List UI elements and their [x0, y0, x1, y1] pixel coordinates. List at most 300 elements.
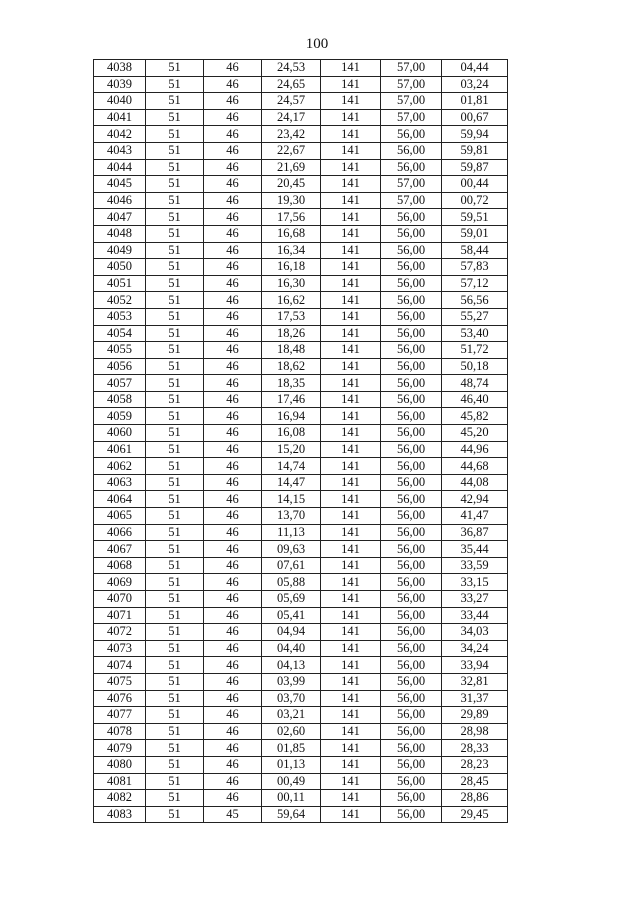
- cell-lon-seconds: 59,01: [442, 225, 508, 242]
- cell-lat-minutes: 46: [204, 325, 262, 342]
- cell-point-number: 4050: [94, 259, 146, 276]
- cell-lon-seconds: 33,44: [442, 607, 508, 624]
- cell-lat-degrees: 51: [146, 673, 204, 690]
- cell-lat-seconds: 05,69: [262, 591, 321, 608]
- table-row: [94, 142, 508, 159]
- cell-lon-degrees: 141: [321, 93, 381, 110]
- cell-lat-minutes: 46: [204, 60, 262, 77]
- cell-lon-minutes: 56,00: [381, 441, 442, 458]
- cell-lat-degrees: 51: [146, 242, 204, 259]
- cell-lon-seconds: 34,03: [442, 624, 508, 641]
- cell-lon-degrees: 141: [321, 109, 381, 126]
- cell-lon-seconds: 28,86: [442, 790, 508, 807]
- cell-lat-seconds: 23,42: [262, 126, 321, 143]
- cell-lat-degrees: 51: [146, 126, 204, 143]
- cell-lat-seconds: 24,53: [262, 60, 321, 77]
- cell-lat-minutes: 46: [204, 76, 262, 93]
- cell-lat-seconds: 00,11: [262, 790, 321, 807]
- table-row: [94, 192, 508, 209]
- cell-lon-minutes: 56,00: [381, 408, 442, 425]
- table-row: [94, 176, 508, 193]
- cell-lat-degrees: 51: [146, 76, 204, 93]
- cell-lon-seconds: 31,37: [442, 690, 508, 707]
- cell-point-number: 4075: [94, 673, 146, 690]
- cell-point-number: 4066: [94, 524, 146, 541]
- cell-lat-seconds: 24,17: [262, 109, 321, 126]
- cell-point-number: 4078: [94, 723, 146, 740]
- table-row: [94, 358, 508, 375]
- cell-lon-minutes: 56,00: [381, 607, 442, 624]
- cell-lon-degrees: 141: [321, 624, 381, 641]
- cell-lon-seconds: 51,72: [442, 342, 508, 359]
- cell-lat-minutes: 46: [204, 209, 262, 226]
- cell-lon-seconds: 29,89: [442, 707, 508, 724]
- table-row: [94, 292, 508, 309]
- cell-lon-minutes: 57,00: [381, 192, 442, 209]
- cell-point-number: 4068: [94, 557, 146, 574]
- cell-point-number: 4058: [94, 391, 146, 408]
- cell-lat-seconds: 22,67: [262, 142, 321, 159]
- table-row: [94, 474, 508, 491]
- cell-lat-degrees: 51: [146, 275, 204, 292]
- cell-lon-minutes: 56,00: [381, 591, 442, 608]
- cell-point-number: 4039: [94, 76, 146, 93]
- cell-lat-degrees: 51: [146, 109, 204, 126]
- cell-lon-seconds: 50,18: [442, 358, 508, 375]
- table-row: [94, 109, 508, 126]
- cell-lon-degrees: 141: [321, 690, 381, 707]
- cell-lat-degrees: 51: [146, 342, 204, 359]
- cell-lon-minutes: 56,00: [381, 524, 442, 541]
- cell-lon-seconds: 28,98: [442, 723, 508, 740]
- cell-lat-degrees: 51: [146, 391, 204, 408]
- cell-lon-degrees: 141: [321, 524, 381, 541]
- cell-lat-seconds: 24,65: [262, 76, 321, 93]
- cell-point-number: 4055: [94, 342, 146, 359]
- cell-lat-degrees: 51: [146, 308, 204, 325]
- table-row: [94, 225, 508, 242]
- cell-lat-seconds: 07,61: [262, 557, 321, 574]
- table-row: [94, 591, 508, 608]
- cell-lat-degrees: 51: [146, 408, 204, 425]
- cell-point-number: 4042: [94, 126, 146, 143]
- cell-lon-seconds: 53,40: [442, 325, 508, 342]
- cell-point-number: 4074: [94, 657, 146, 674]
- cell-lat-minutes: 46: [204, 375, 262, 392]
- table-row: [94, 209, 508, 226]
- cell-lon-minutes: 56,00: [381, 358, 442, 375]
- cell-lon-seconds: 59,51: [442, 209, 508, 226]
- cell-lat-degrees: 51: [146, 624, 204, 641]
- cell-lat-seconds: 16,08: [262, 425, 321, 442]
- cell-lat-minutes: 46: [204, 126, 262, 143]
- cell-lat-seconds: 04,40: [262, 640, 321, 657]
- table-row: [94, 275, 508, 292]
- cell-lat-seconds: 16,18: [262, 259, 321, 276]
- cell-lon-degrees: 141: [321, 142, 381, 159]
- cell-lon-degrees: 141: [321, 209, 381, 226]
- cell-lon-degrees: 141: [321, 342, 381, 359]
- cell-lon-minutes: 56,00: [381, 126, 442, 143]
- cell-point-number: 4049: [94, 242, 146, 259]
- cell-point-number: 4053: [94, 308, 146, 325]
- cell-lat-minutes: 46: [204, 242, 262, 259]
- cell-lat-seconds: 04,13: [262, 657, 321, 674]
- cell-lon-minutes: 56,00: [381, 740, 442, 757]
- cell-lat-seconds: 18,62: [262, 358, 321, 375]
- cell-lon-seconds: 33,59: [442, 557, 508, 574]
- table-row: [94, 756, 508, 773]
- cell-lat-minutes: 46: [204, 624, 262, 641]
- cell-lon-minutes: 56,00: [381, 159, 442, 176]
- table-row: [94, 624, 508, 641]
- cell-lon-minutes: 56,00: [381, 657, 442, 674]
- cell-lat-degrees: 51: [146, 192, 204, 209]
- cell-lat-minutes: 46: [204, 673, 262, 690]
- cell-lat-degrees: 51: [146, 574, 204, 591]
- cell-point-number: 4070: [94, 591, 146, 608]
- cell-lat-degrees: 51: [146, 557, 204, 574]
- table-row: [94, 790, 508, 807]
- cell-lon-degrees: 141: [321, 773, 381, 790]
- cell-lat-minutes: 46: [204, 591, 262, 608]
- table-row: [94, 557, 508, 574]
- table-row: [94, 76, 508, 93]
- table-row: [94, 508, 508, 525]
- table-row: [94, 458, 508, 475]
- cell-lon-degrees: 141: [321, 60, 381, 77]
- cell-lat-minutes: 46: [204, 790, 262, 807]
- table-row: [94, 723, 508, 740]
- cell-lat-seconds: 02,60: [262, 723, 321, 740]
- cell-lat-seconds: 18,26: [262, 325, 321, 342]
- cell-lon-seconds: 57,83: [442, 259, 508, 276]
- coordinates-table: [93, 59, 508, 823]
- cell-lon-degrees: 141: [321, 640, 381, 657]
- cell-lat-seconds: 05,41: [262, 607, 321, 624]
- cell-lat-minutes: 46: [204, 275, 262, 292]
- table-row: [94, 673, 508, 690]
- cell-lat-seconds: 05,88: [262, 574, 321, 591]
- cell-point-number: 4056: [94, 358, 146, 375]
- cell-lat-minutes: 46: [204, 342, 262, 359]
- cell-lat-minutes: 46: [204, 773, 262, 790]
- table-row: [94, 607, 508, 624]
- cell-lon-seconds: 00,44: [442, 176, 508, 193]
- cell-lon-degrees: 141: [321, 242, 381, 259]
- cell-lon-seconds: 55,27: [442, 308, 508, 325]
- cell-lon-minutes: 56,00: [381, 325, 442, 342]
- cell-lon-minutes: 57,00: [381, 93, 442, 110]
- cell-lon-degrees: 141: [321, 557, 381, 574]
- table-row: [94, 425, 508, 442]
- cell-lat-degrees: 51: [146, 474, 204, 491]
- cell-lon-degrees: 141: [321, 275, 381, 292]
- cell-lon-minutes: 56,00: [381, 773, 442, 790]
- cell-lon-degrees: 141: [321, 723, 381, 740]
- cell-lon-degrees: 141: [321, 441, 381, 458]
- cell-lat-seconds: 18,35: [262, 375, 321, 392]
- cell-lon-minutes: 57,00: [381, 109, 442, 126]
- cell-lat-seconds: 09,63: [262, 541, 321, 558]
- cell-lon-degrees: 141: [321, 176, 381, 193]
- cell-lat-minutes: 46: [204, 574, 262, 591]
- cell-lon-seconds: 33,27: [442, 591, 508, 608]
- cell-lat-minutes: 46: [204, 707, 262, 724]
- table-row: [94, 391, 508, 408]
- cell-lon-degrees: 141: [321, 375, 381, 392]
- cell-lon-degrees: 141: [321, 225, 381, 242]
- cell-point-number: 4045: [94, 176, 146, 193]
- cell-lat-minutes: 46: [204, 557, 262, 574]
- cell-lat-degrees: 51: [146, 740, 204, 757]
- table-row: [94, 308, 508, 325]
- cell-lat-seconds: 11,13: [262, 524, 321, 541]
- cell-point-number: 4082: [94, 790, 146, 807]
- table-row: [94, 93, 508, 110]
- cell-point-number: 4051: [94, 275, 146, 292]
- cell-lon-seconds: 01,81: [442, 93, 508, 110]
- cell-lat-minutes: 46: [204, 176, 262, 193]
- table-row: [94, 242, 508, 259]
- cell-lon-minutes: 56,00: [381, 574, 442, 591]
- cell-lat-seconds: 20,45: [262, 176, 321, 193]
- cell-lon-minutes: 56,00: [381, 275, 442, 292]
- cell-lat-seconds: 19,30: [262, 192, 321, 209]
- cell-lon-degrees: 141: [321, 756, 381, 773]
- cell-lon-minutes: 56,00: [381, 624, 442, 641]
- cell-lat-minutes: 46: [204, 474, 262, 491]
- cell-lon-degrees: 141: [321, 408, 381, 425]
- cell-lon-degrees: 141: [321, 126, 381, 143]
- cell-lat-degrees: 51: [146, 142, 204, 159]
- cell-lat-seconds: 13,70: [262, 508, 321, 525]
- cell-point-number: 4080: [94, 756, 146, 773]
- cell-lon-degrees: 141: [321, 358, 381, 375]
- cell-point-number: 4063: [94, 474, 146, 491]
- cell-lat-seconds: 04,94: [262, 624, 321, 641]
- cell-lon-minutes: 56,00: [381, 756, 442, 773]
- cell-lat-seconds: 14,47: [262, 474, 321, 491]
- cell-lat-minutes: 46: [204, 607, 262, 624]
- cell-lon-minutes: 56,00: [381, 458, 442, 475]
- cell-point-number: 4046: [94, 192, 146, 209]
- cell-point-number: 4079: [94, 740, 146, 757]
- cell-lon-seconds: 33,94: [442, 657, 508, 674]
- cell-lat-degrees: 51: [146, 508, 204, 525]
- cell-lon-seconds: 44,68: [442, 458, 508, 475]
- cell-lon-seconds: 48,74: [442, 375, 508, 392]
- cell-lat-minutes: 46: [204, 524, 262, 541]
- cell-point-number: 4076: [94, 690, 146, 707]
- table-row: [94, 325, 508, 342]
- cell-lat-seconds: 00,49: [262, 773, 321, 790]
- cell-lon-minutes: 56,00: [381, 308, 442, 325]
- table-row: [94, 657, 508, 674]
- cell-point-number: 4071: [94, 607, 146, 624]
- cell-point-number: 4081: [94, 773, 146, 790]
- cell-lat-degrees: 51: [146, 491, 204, 508]
- cell-lon-seconds: 29,45: [442, 806, 508, 823]
- cell-lon-degrees: 141: [321, 707, 381, 724]
- cell-point-number: 4073: [94, 640, 146, 657]
- cell-lat-minutes: 46: [204, 458, 262, 475]
- cell-lat-degrees: 51: [146, 259, 204, 276]
- cell-lon-seconds: 58,44: [442, 242, 508, 259]
- cell-lon-seconds: 41,47: [442, 508, 508, 525]
- table-row: [94, 159, 508, 176]
- cell-lat-degrees: 51: [146, 640, 204, 657]
- table-row: [94, 690, 508, 707]
- cell-lat-degrees: 51: [146, 790, 204, 807]
- cell-lon-minutes: 56,00: [381, 375, 442, 392]
- cell-point-number: 4041: [94, 109, 146, 126]
- cell-point-number: 4054: [94, 325, 146, 342]
- cell-lon-minutes: 56,00: [381, 391, 442, 408]
- cell-lat-minutes: 46: [204, 408, 262, 425]
- cell-lat-seconds: 03,70: [262, 690, 321, 707]
- cell-lat-seconds: 15,20: [262, 441, 321, 458]
- cell-lon-seconds: 33,15: [442, 574, 508, 591]
- cell-lon-seconds: 36,87: [442, 524, 508, 541]
- cell-point-number: 4072: [94, 624, 146, 641]
- cell-lon-minutes: 56,00: [381, 209, 442, 226]
- cell-point-number: 4038: [94, 60, 146, 77]
- cell-point-number: 4065: [94, 508, 146, 525]
- cell-lon-degrees: 141: [321, 425, 381, 442]
- cell-point-number: 4062: [94, 458, 146, 475]
- cell-lat-degrees: 51: [146, 325, 204, 342]
- cell-lon-degrees: 141: [321, 325, 381, 342]
- cell-lon-minutes: 56,00: [381, 508, 442, 525]
- cell-lat-degrees: 51: [146, 690, 204, 707]
- cell-lat-minutes: 46: [204, 441, 262, 458]
- table-row: [94, 60, 508, 77]
- cell-lat-minutes: 46: [204, 508, 262, 525]
- cell-lon-seconds: 28,23: [442, 756, 508, 773]
- cell-lon-minutes: 56,00: [381, 640, 442, 657]
- cell-lon-degrees: 141: [321, 458, 381, 475]
- cell-lat-minutes: 46: [204, 358, 262, 375]
- cell-lon-minutes: 56,00: [381, 425, 442, 442]
- cell-lat-minutes: 45: [204, 806, 262, 823]
- cell-lon-minutes: 57,00: [381, 176, 442, 193]
- cell-lon-degrees: 141: [321, 607, 381, 624]
- cell-lon-minutes: 56,00: [381, 142, 442, 159]
- cell-lat-degrees: 51: [146, 375, 204, 392]
- cell-point-number: 4064: [94, 491, 146, 508]
- cell-point-number: 4043: [94, 142, 146, 159]
- cell-lat-degrees: 51: [146, 358, 204, 375]
- cell-lon-minutes: 56,00: [381, 790, 442, 807]
- table-row: [94, 574, 508, 591]
- cell-point-number: 4060: [94, 425, 146, 442]
- cell-lon-degrees: 141: [321, 673, 381, 690]
- cell-lat-degrees: 51: [146, 607, 204, 624]
- cell-lon-seconds: 44,08: [442, 474, 508, 491]
- cell-lon-seconds: 59,87: [442, 159, 508, 176]
- cell-lat-seconds: 03,99: [262, 673, 321, 690]
- cell-lon-minutes: 56,00: [381, 707, 442, 724]
- cell-lat-minutes: 46: [204, 541, 262, 558]
- coordinates-table-body: [94, 60, 508, 823]
- cell-lat-degrees: 51: [146, 60, 204, 77]
- cell-lon-degrees: 141: [321, 591, 381, 608]
- cell-point-number: 4047: [94, 209, 146, 226]
- cell-point-number: 4069: [94, 574, 146, 591]
- cell-lat-minutes: 46: [204, 159, 262, 176]
- cell-lon-seconds: 03,24: [442, 76, 508, 93]
- cell-lon-minutes: 56,00: [381, 292, 442, 309]
- table-row: [94, 259, 508, 276]
- cell-lat-degrees: 51: [146, 723, 204, 740]
- cell-lat-seconds: 16,30: [262, 275, 321, 292]
- cell-lat-minutes: 46: [204, 690, 262, 707]
- cell-lat-degrees: 51: [146, 159, 204, 176]
- table-row: [94, 640, 508, 657]
- cell-lat-seconds: 16,68: [262, 225, 321, 242]
- cell-lat-minutes: 46: [204, 740, 262, 757]
- cell-lat-degrees: 51: [146, 458, 204, 475]
- cell-lon-minutes: 56,00: [381, 541, 442, 558]
- cell-lon-minutes: 56,00: [381, 723, 442, 740]
- table-row: [94, 707, 508, 724]
- cell-lon-degrees: 141: [321, 308, 381, 325]
- cell-lon-seconds: 45,82: [442, 408, 508, 425]
- cell-point-number: 4059: [94, 408, 146, 425]
- table-row: [94, 541, 508, 558]
- cell-lon-seconds: 04,44: [442, 60, 508, 77]
- cell-lon-degrees: 141: [321, 790, 381, 807]
- table-row: [94, 491, 508, 508]
- cell-lat-seconds: 03,21: [262, 707, 321, 724]
- cell-lat-seconds: 01,85: [262, 740, 321, 757]
- cell-lon-degrees: 141: [321, 259, 381, 276]
- cell-lon-seconds: 56,56: [442, 292, 508, 309]
- cell-lon-degrees: 141: [321, 806, 381, 823]
- cell-lon-seconds: 28,33: [442, 740, 508, 757]
- cell-point-number: 4040: [94, 93, 146, 110]
- cell-lon-minutes: 56,00: [381, 690, 442, 707]
- page-number: 100: [305, 36, 329, 52]
- cell-lon-seconds: 59,81: [442, 142, 508, 159]
- table-row: [94, 740, 508, 757]
- cell-lat-minutes: 46: [204, 308, 262, 325]
- cell-lon-minutes: 56,00: [381, 474, 442, 491]
- cell-lon-seconds: 59,94: [442, 126, 508, 143]
- cell-lon-seconds: 35,44: [442, 541, 508, 558]
- cell-lon-degrees: 141: [321, 574, 381, 591]
- cell-point-number: 4067: [94, 541, 146, 558]
- cell-lon-minutes: 56,00: [381, 242, 442, 259]
- cell-lon-degrees: 141: [321, 541, 381, 558]
- cell-lat-minutes: 46: [204, 640, 262, 657]
- cell-lat-seconds: 21,69: [262, 159, 321, 176]
- cell-lon-minutes: 57,00: [381, 76, 442, 93]
- cell-lon-degrees: 141: [321, 474, 381, 491]
- cell-lon-minutes: 56,00: [381, 225, 442, 242]
- cell-lat-seconds: 17,53: [262, 308, 321, 325]
- cell-lon-minutes: 56,00: [381, 259, 442, 276]
- cell-lon-seconds: 34,24: [442, 640, 508, 657]
- cell-lon-degrees: 141: [321, 159, 381, 176]
- cell-lat-degrees: 51: [146, 524, 204, 541]
- cell-lon-seconds: 28,45: [442, 773, 508, 790]
- cell-lon-seconds: 45,20: [442, 425, 508, 442]
- cell-lat-minutes: 46: [204, 391, 262, 408]
- table-row: [94, 806, 508, 823]
- cell-lon-minutes: 56,00: [381, 342, 442, 359]
